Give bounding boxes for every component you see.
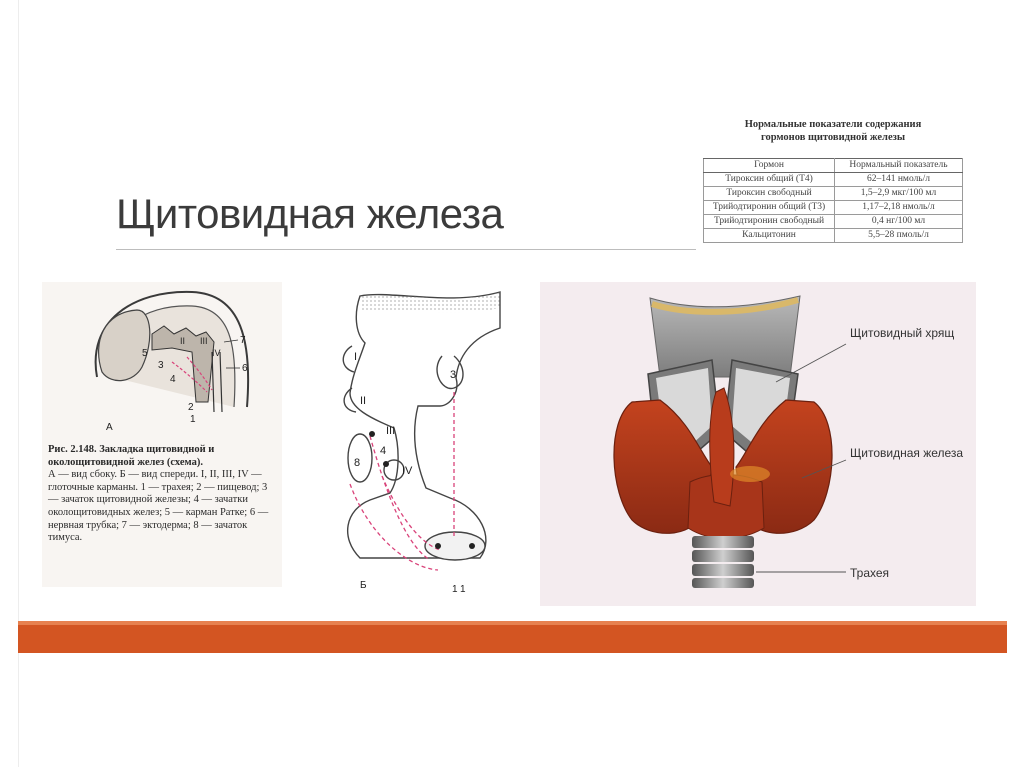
figure-caption-heading: Рис. 2.148. Закладка щитовидной и околощитовидной желез (схема). bbox=[48, 444, 215, 468]
pharynx-floor bbox=[425, 532, 485, 560]
hormone-name: Тироксин свободный bbox=[704, 187, 835, 201]
accent-bar bbox=[18, 625, 1007, 653]
label-iv: IV bbox=[402, 465, 413, 477]
thyroid-gland-figure bbox=[540, 282, 976, 606]
figure-caption-body: А — вид сбоку. Б — вид спереди. I, II, III, IV — глоточные карманы. 1 — трахея; 2 — пищевод; 3 — зачаток щитовидной железы; 4 — зачатки околощитовидных желез; 5 — карман Ратке; 6 — нервная трубка; 7 — эктодерма; 8 — зачаток тимуса. bbox=[48, 469, 269, 544]
figure-caption bbox=[48, 444, 278, 545]
label-1a: 1 bbox=[452, 584, 458, 595]
label-a: А bbox=[106, 422, 113, 433]
hormone-name: Трийодтиронин общий (Т3) bbox=[704, 201, 835, 215]
label-1b: 1 bbox=[460, 584, 466, 595]
table-header-norm: Нормальный показатель bbox=[835, 159, 963, 173]
label-6: 6 bbox=[242, 363, 248, 374]
table-header-hormone: Гормон bbox=[704, 159, 835, 173]
embryo-illustration bbox=[42, 282, 282, 442]
migration-path-thymus bbox=[370, 436, 430, 560]
table-row bbox=[704, 201, 963, 215]
label-b: Б bbox=[360, 580, 367, 591]
label-thyroid-cartilage: Щитовидный хрящ bbox=[850, 326, 955, 340]
label-1: 1 bbox=[190, 414, 196, 425]
hormone-name: Тироксин общий (Т4) bbox=[704, 173, 835, 187]
hormone-value: 5,5–28 пмоль/л bbox=[835, 229, 963, 243]
table-header-row bbox=[704, 159, 963, 173]
slide-title: Щитовидная железа bbox=[116, 190, 504, 237]
label-ii: II bbox=[360, 395, 367, 407]
label-i: I bbox=[354, 351, 358, 363]
hormone-name: Кальцитонин bbox=[704, 229, 835, 243]
table-caption-line1: Нормальные показатели содержания bbox=[744, 119, 922, 130]
label-trachea: Трахея bbox=[850, 566, 890, 580]
hormone-table bbox=[703, 158, 963, 243]
table-row bbox=[704, 173, 963, 187]
label-thyroid-gland: Щитовидная железа bbox=[850, 446, 964, 460]
label-7: 7 bbox=[240, 335, 246, 346]
migration-path-parathyroid bbox=[350, 484, 438, 570]
gland-highlight bbox=[730, 466, 770, 482]
table-row bbox=[704, 187, 963, 201]
embryo-figure bbox=[42, 282, 282, 587]
hormone-value: 1,5–2,9 мкг/100 мл bbox=[835, 187, 963, 201]
label-roman-iii: III bbox=[200, 336, 208, 346]
label-iii: III bbox=[386, 425, 396, 437]
hormone-value: 0,4 нг/100 мл bbox=[835, 215, 963, 229]
parathyroid-dot bbox=[369, 431, 375, 437]
label-5: 5 bbox=[142, 348, 148, 359]
trachea-ring bbox=[692, 578, 754, 588]
label-4: 4 bbox=[170, 374, 176, 385]
table-caption bbox=[697, 118, 969, 144]
title-underline bbox=[116, 249, 696, 250]
hormone-value: 62–141 нмоль/л bbox=[835, 173, 963, 187]
label-roman-ii: II bbox=[180, 336, 186, 346]
label-3: 3 bbox=[158, 360, 164, 371]
trachea-ring bbox=[692, 564, 754, 576]
hormone-value: 1,17–2,18 нмоль/л bbox=[835, 201, 963, 215]
table-row bbox=[704, 229, 963, 243]
label-roman-iv: IV bbox=[212, 348, 221, 358]
target-dot bbox=[435, 543, 441, 549]
pouch-i bbox=[343, 346, 354, 372]
label-3: 3 bbox=[450, 369, 457, 381]
table-row bbox=[704, 215, 963, 229]
trachea-ring bbox=[692, 550, 754, 562]
trachea-ring bbox=[692, 536, 754, 548]
schema-illustration bbox=[330, 288, 510, 600]
schema-figure bbox=[330, 288, 510, 600]
label-4: 4 bbox=[380, 445, 387, 457]
hormone-table-block bbox=[697, 118, 969, 274]
hormone-name: Трийодтиронин свободный bbox=[704, 215, 835, 229]
stippled-border bbox=[360, 292, 500, 312]
target-dot bbox=[469, 543, 475, 549]
pharynx-outline bbox=[348, 292, 500, 558]
label-8: 8 bbox=[354, 457, 361, 469]
label-2: 2 bbox=[188, 402, 194, 413]
table-caption-line2: гормонов щитовидной железы bbox=[760, 132, 906, 143]
parathyroid-dot bbox=[383, 461, 389, 467]
